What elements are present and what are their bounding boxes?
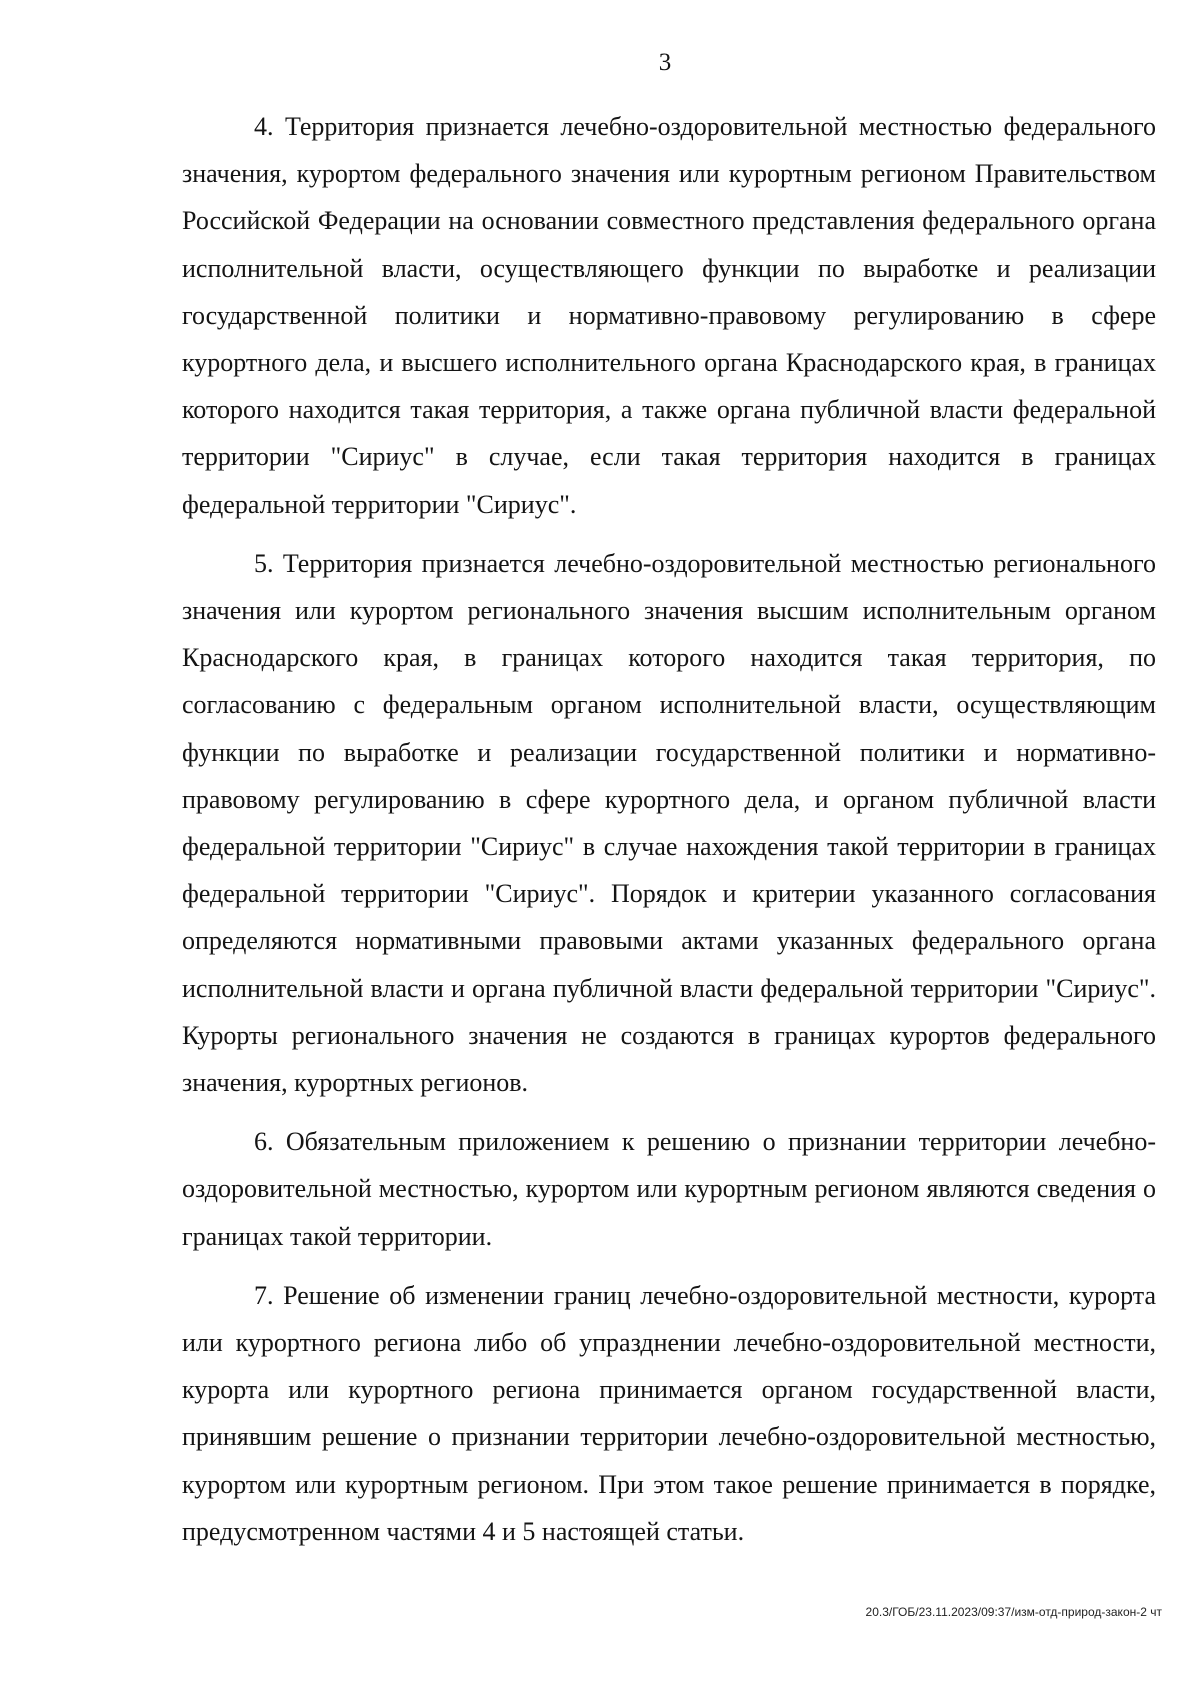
paragraph-part-6: 6. Обязательным приложением к решению о признании территории лечебно-оздоровительной местностью, курортом или курортным регионом являются сведения о границах такой территории. xyxy=(182,1127,1156,1251)
paragraph-part-4: 4. Территория признается лечебно-оздоровительной местностью федерального значения, курортом федерального значения или курортным регионом Правительством Российской Федерации на основании совместного представления федерального органа исполнительной власти, осуществляющего функции по выработке и реализации государственной политики и нормативно-правовому регулированию в сфере курортного дела, и высшего исполнительного органа Краснодарского края, в границах которого находится такая территория, а также органа публичной власти федеральной территории "Сириус" в случае, если такая территория находится в границах федеральной территории "Сириус". xyxy=(182,112,1156,519)
paragraph-part-7: 7. Решение об изменении границ лечебно-оздоровительной местности, курорта или курортного региона либо об упразднении лечебно-оздоровительной местности, курорта или курортного региона принимается органом государственной власти, принявшим решение о признании территории лечебно-оздоровительной местностью, курортом или курортным регионом. При этом такое решение принимается в порядке, предусмотренном частями 4 и 5 настоящей статьи. xyxy=(182,1280,1156,1546)
document-body xyxy=(182,103,1156,1567)
paragraph-part-5: 5. Территория признается лечебно-оздоровительной местностью регионального значения или курортом регионального значения высшим исполнительным органом Краснодарского края, в границах которого находится такая территория, по согласованию с федеральным органом исполнительной власти, осуществляющим функции по выработке и реализации государственной политики и нормативно-правовому регулированию в сфере курортного дела, и органом публичной власти федеральной территории "Сириус" в случае нахождения такой территории в границах федеральной территории "Сириус". Порядок и критерии указанного согласования определяются нормативными правовыми актами указанных федерального органа исполнительной власти и органа публичной власти федеральной территории "Сириус". Курорты регионального значения не создаются в границах курортов федерального значения, курортных регионов. xyxy=(182,548,1156,1098)
page-number: 3 xyxy=(658,49,672,76)
document-footer-code: 20.3/ГОБ/23.11.2023/09:37/изм-отд-природ-закон-2 чт xyxy=(865,1605,1162,1619)
